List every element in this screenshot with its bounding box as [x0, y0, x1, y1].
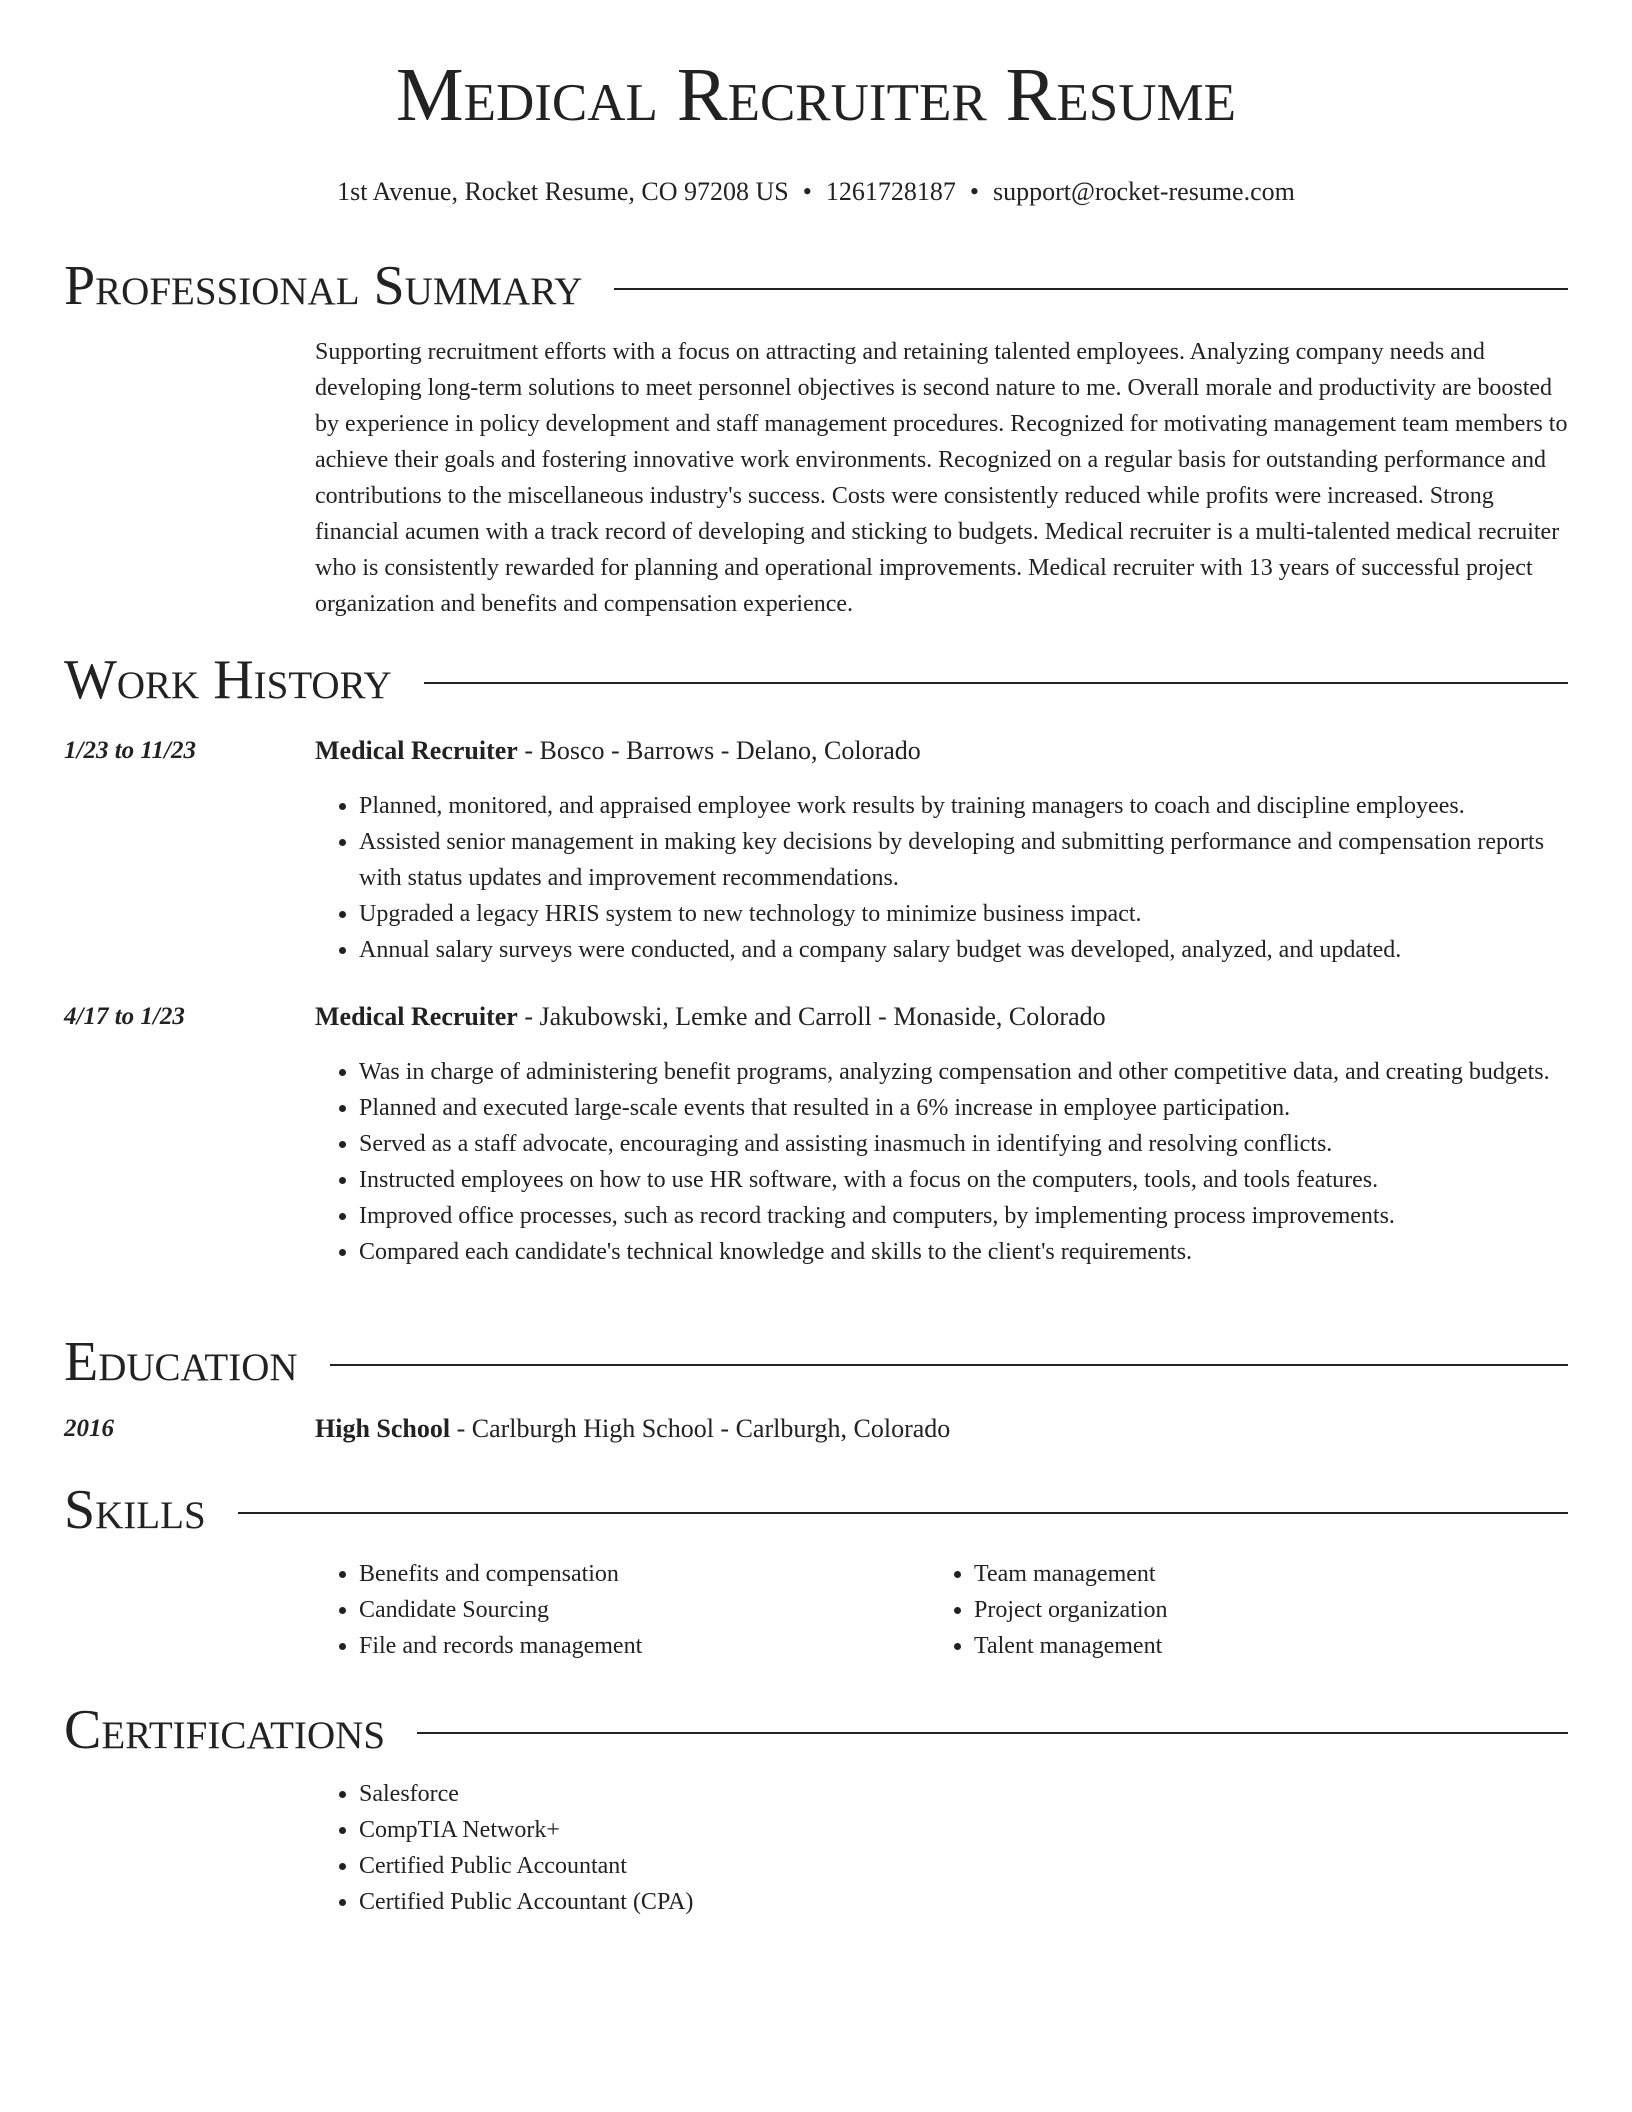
certifications-heading: [64, 1698, 1568, 1762]
job-details: - Jakubowski, Lemke and Carroll - Monaside, Colorado: [517, 1002, 1106, 1031]
skill-item: • Candidate Sourcing: [359, 1592, 919, 1628]
job-bullet: • Annual salary surveys were conducted, and a company salary budget was developed, analyzed, and updated.: [359, 932, 1569, 968]
summary-text: Supporting recruitment efforts with a focus on attracting and retaining talented employees. Analyzing company needs and developing long-term solutions to meet personnel objectives is second nature to me. Overall morale and productivity are boosted by experience in policy development and staff management procedures. Recognized for motivating management team members to achieve their goals and fostering innovative work environments. Recognized on a regular basis for outstanding performance and contributions to the miscellaneous industry's success. Costs were consistently reduced while profits were increased. Strong financial acumen with a track record of developing and sticking to budgets. Medical recruiter is a multi-talented medical recruiter who is consistently rewarded for planning and operational improvements. Medical recruiter with 13 years of successful project organization and benefits and compensation experience.: [315, 339, 1568, 617]
job-details: - Bosco - Barrows - Delano, Colorado: [517, 736, 921, 765]
work-heading: [64, 648, 1568, 712]
certifications-heading-title: Certifications: [64, 1699, 386, 1761]
education-degree: High School: [315, 1414, 451, 1443]
job-role: Medical Recruiter: [315, 1002, 518, 1031]
certification-item: • Salesforce: [359, 1776, 1159, 1812]
certification-item: • Certified Public Accountant (CPA): [359, 1884, 1159, 1920]
job-bullet: • Planned and executed large-scale events that resulted in a 6% increase in employee participation.: [359, 1090, 1569, 1126]
education-entry: [315, 1412, 1568, 1446]
education-year: 2016: [64, 1415, 114, 1442]
skill-item: • File and records management: [359, 1628, 919, 1664]
section-divider: [417, 1732, 1568, 1734]
job-title: [315, 734, 1568, 768]
contact-line: [64, 175, 1568, 209]
job-bullet: • Instructed employees on how to use HR software, with a focus on the computers, tools, and tools features.: [359, 1162, 1569, 1198]
job-role: Medical Recruiter: [315, 736, 518, 765]
skill-item: • Project organization: [974, 1592, 1534, 1628]
job-title: [315, 1000, 1568, 1034]
job-bullet: • Assisted senior management in making key decisions by developing and submitting performance and compensation reports with status updates and improvement recommendations.: [359, 824, 1569, 896]
education-details: - Carlburgh High School - Carlburgh, Colorado: [450, 1414, 951, 1443]
education-heading-title: Education: [64, 1331, 298, 1393]
certification-item: • CompTIA Network+: [359, 1812, 1159, 1848]
skills-heading: [64, 1478, 1568, 1542]
job-dates: 1/23 to 11/23: [64, 737, 196, 764]
job-bullet: • Planned, monitored, and appraised employee work results by training managers to coach and discipline employees.: [359, 788, 1569, 824]
certifications-list: [315, 1776, 1159, 1920]
resume-name: Medical Recruiter Resume: [396, 53, 1236, 137]
contact-phone: 1261728187: [825, 177, 956, 206]
skills-heading-title: Skills: [64, 1479, 206, 1541]
contact-address: 1st Avenue, Rocket Resume, CO 97208 US: [337, 177, 789, 206]
section-divider: [424, 682, 1568, 684]
skills-list-right: [930, 1556, 1534, 1664]
skill-item: • Talent management: [974, 1628, 1534, 1664]
contact-separator: •: [802, 177, 812, 206]
certification-item: • Certified Public Accountant: [359, 1848, 1159, 1884]
job-bullet: • Compared each candidate's technical knowledge and skills to the client's requirements.: [359, 1234, 1569, 1270]
job-bullet: • Improved office processes, such as record tracking and computers, by implementing process improvements.: [359, 1198, 1569, 1234]
skill-item: • Team management: [974, 1556, 1534, 1592]
skill-item: • Benefits and compensation: [359, 1556, 919, 1592]
job-bullet: • Upgraded a legacy HRIS system to new technology to minimize business impact.: [359, 896, 1569, 932]
summary-heading: [64, 254, 1568, 318]
job-bullets: [315, 1054, 1569, 1270]
education-heading: [64, 1330, 1568, 1394]
work-heading-title: Work History: [64, 649, 392, 711]
summary-heading-title: Professional Summary: [64, 255, 583, 317]
section-divider: [614, 288, 1568, 290]
contact-separator: •: [969, 177, 979, 206]
job-bullet: • Was in charge of administering benefit programs, analyzing compensation and other competitive data, and creating budgets.: [359, 1054, 1569, 1090]
job-bullet: • Served as a staff advocate, encouraging and assisting inasmuch in identifying and resolving conflicts.: [359, 1126, 1569, 1162]
contact-email: support@rocket-resume.com: [992, 177, 1295, 206]
section-divider: [330, 1364, 1568, 1366]
skills-list-left: [315, 1556, 919, 1664]
section-divider: [238, 1512, 1568, 1514]
job-dates: 4/17 to 1/23: [64, 1003, 185, 1030]
job-bullets: [315, 788, 1569, 968]
